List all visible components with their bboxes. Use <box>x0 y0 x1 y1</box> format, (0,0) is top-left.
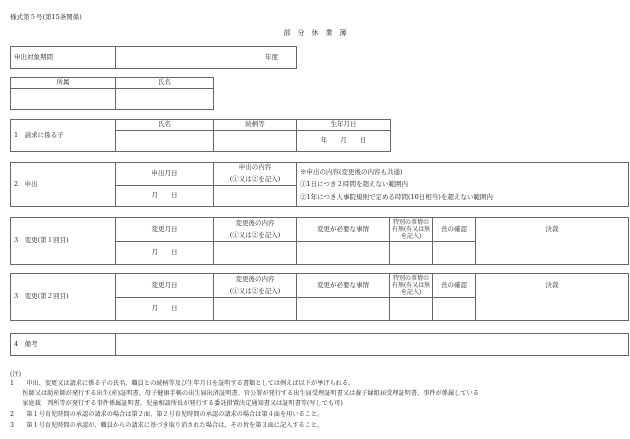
change-content-header <box>214 274 297 298</box>
dept-field[interactable] <box>11 89 116 110</box>
approval-cell[interactable] <box>476 274 629 321</box>
remarks-field[interactable] <box>116 334 629 356</box>
special-field[interactable] <box>390 298 433 321</box>
change-label: 3 変更(第２回目) <box>11 274 116 321</box>
remarks-table <box>10 333 629 356</box>
change-table-1 <box>10 217 629 265</box>
change-date-header: 変更月日 <box>116 218 214 242</box>
period-table <box>10 46 297 69</box>
dept-header: 所属 <box>11 78 116 89</box>
change-content-field[interactable] <box>214 242 297 265</box>
confirm-field[interactable] <box>433 242 476 265</box>
note-3: 3 第１号育児時間の承認が、職員からの請求に基づき取り消された場合は、その旨を第３面に記入すること。 <box>10 422 324 429</box>
form-number: 様式第５号(第15条関係) <box>10 13 82 21</box>
child-name-header: 氏名 <box>116 120 214 131</box>
child-name-field[interactable] <box>116 131 214 152</box>
content-label: 変更後の内容 <box>235 218 275 227</box>
request-date-field[interactable]: 月 日 <box>116 186 214 207</box>
info-1: ①1日につき２時間を超えない範囲内 <box>300 180 409 189</box>
request-content-field[interactable] <box>214 186 297 207</box>
year-suffix: 年度 <box>265 52 278 61</box>
special-header: 特別の事情の有無(有又は無を記入) <box>390 218 433 242</box>
change-label: 3 変更(第１回目) <box>11 218 116 265</box>
change-date-header: 変更月日 <box>116 274 214 298</box>
change-table-2 <box>10 273 629 321</box>
child-table <box>10 119 391 152</box>
request-table <box>10 162 629 207</box>
special-header: 特別の事情の有無(有又は無を記入) <box>390 274 433 298</box>
approval-label: 決裁 <box>545 281 559 289</box>
change-content-header <box>214 218 297 242</box>
request-content-header <box>214 163 297 186</box>
request-info <box>297 163 629 207</box>
content-note: (①又は②を記入) <box>229 230 281 239</box>
confirm-field[interactable] <box>433 298 476 321</box>
change-date-field[interactable]: 月 日 <box>116 298 214 321</box>
name-header: 氏名 <box>116 78 214 89</box>
note-2: 2 第１号育児時間の承認の請求の場合は第２面、第２号育児時間の承認の請求の場合は第４面を用いること。 <box>10 411 324 418</box>
note-1: 1 申出、変更又は請求に係る子の氏名、職員との続柄等及び生年月日を証明する書類としては例えば以下が挙げられる。 <box>10 380 355 387</box>
confirm-header: 長の確認 <box>433 274 476 298</box>
page-title: 部 分 休 業 簿 <box>283 29 347 37</box>
period-label: 申出対象期間 <box>11 47 116 69</box>
reason-header: 変更が必要な事情 <box>297 274 390 298</box>
approval-cell[interactable] <box>476 218 629 265</box>
note-1-detail: 医師又は助産師が発行する出生(産)証明書、母子健康手帳の出生届出済証明書、官公署が発行する出生届受理証明書又は養子縁組届受理証明書、事件が係属している <box>10 390 479 397</box>
child-label: 1 請求に係る子 <box>11 120 116 152</box>
special-field[interactable] <box>390 242 433 265</box>
note-1-detail-2: 家庭裁 判所等が発行する事件係属証明書、児童相談所長が発行する委託措置決定通知書又は証明書等(写しでも可) <box>10 400 343 407</box>
employee-table <box>10 77 214 110</box>
birth-header: 生年月日 <box>297 120 391 131</box>
reason-field[interactable] <box>297 298 390 321</box>
birth-field[interactable]: 年 月 日 <box>297 131 391 152</box>
name-field[interactable] <box>116 89 214 110</box>
content-note: (①又は②を記入) <box>229 175 281 183</box>
request-label: 2 申出 <box>11 163 116 207</box>
info-2: ②1年につき人事院規則で定める時間(10日相当)を超えない範囲内 <box>300 192 493 201</box>
reason-header: 変更が必要な事情 <box>297 218 390 242</box>
info-title: ※申出の内容(変更後の内容も共通) <box>300 167 403 176</box>
reason-field[interactable] <box>297 242 390 265</box>
content-label: 変更後の内容 <box>235 274 275 283</box>
notes-heading: (注) <box>10 371 22 378</box>
content-note: (①又は②を記入) <box>229 286 281 295</box>
confirm-header: 長の確認 <box>433 218 476 242</box>
remarks-label: 4 備考 <box>11 334 116 356</box>
change-date-field[interactable]: 月 日 <box>116 242 214 265</box>
approval-label: 決裁 <box>545 225 559 233</box>
period-field[interactable] <box>116 47 297 69</box>
relation-header: 続柄等 <box>214 120 297 131</box>
request-date-header: 申出月日 <box>116 163 214 186</box>
content-label: 申出の内容 <box>238 163 272 172</box>
relation-field[interactable] <box>214 131 297 152</box>
change-content-field[interactable] <box>214 298 297 321</box>
